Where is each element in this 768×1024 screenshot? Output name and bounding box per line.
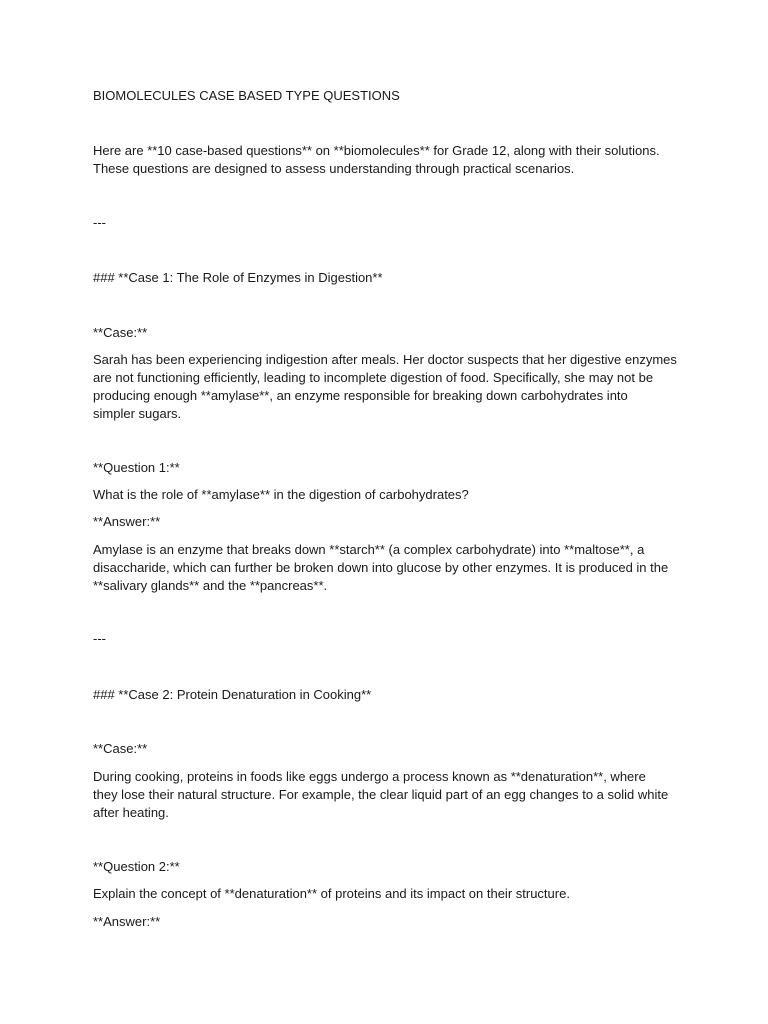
question-1-text: What is the role of **amylase** in the digestion of carbohydrates? xyxy=(93,487,469,502)
question-2-text: Explain the concept of **denaturation** of proteins and its impact on their structure. xyxy=(93,886,570,901)
question-1-label: **Question 1:** xyxy=(93,460,180,475)
question-2-label: **Question 2:** xyxy=(93,859,180,874)
case-1-text-line: simpler sugars. xyxy=(93,406,182,421)
case-1-text-line: Sarah has been experiencing indigestion after meals. Her doctor suspects that her digestive enzymes xyxy=(93,352,677,367)
case-2-case-label: **Case:** xyxy=(93,741,148,756)
case-1-heading: ### **Case 1: The Role of Enzymes in Digestion** xyxy=(93,270,383,285)
separator: --- xyxy=(93,631,106,646)
case-2-text-line: During cooking, proteins in foods like eggs undergo a process known as **denaturation**, where xyxy=(93,769,646,784)
answer-1-label: **Answer:** xyxy=(93,514,161,529)
answer-1-text-line: Amylase is an enzyme that breaks down **starch** (a complex carbohydrate) into **maltose**, a xyxy=(93,542,645,557)
case-2-heading: ### **Case 2: Protein Denaturation in Cooking** xyxy=(93,687,372,702)
case-1-text-line: producing enough **amylase**, an enzyme responsible for breaking down carbohydrates into xyxy=(93,388,628,403)
case-2-text-line: they lose their natural structure. For example, the clear liquid part of an egg changes to a solid white xyxy=(93,787,669,802)
answer-2-label: **Answer:** xyxy=(93,914,161,929)
document-title: BIOMOLECULES CASE BASED TYPE QUESTIONS xyxy=(93,88,400,103)
case-1-case-label: **Case:** xyxy=(93,325,148,340)
answer-1-text-line: disaccharide, which can further be broken down into glucose by other enzymes. It is produced in the xyxy=(93,560,669,575)
case-1-text-line: are not functioning efficiently, leading to incomplete digestion of food. Specifically, she may not be xyxy=(93,370,654,385)
intro-line-1: Here are **10 case-based questions** on **biomolecules** for Grade 12, along with their solutions. xyxy=(93,143,660,158)
case-2-text-line: after heating. xyxy=(93,805,169,820)
intro-line-2: These questions are designed to assess understanding through practical scenarios. xyxy=(93,161,575,176)
answer-1-text-line: **salivary glands** and the **pancreas**. xyxy=(93,578,328,593)
separator: --- xyxy=(93,215,106,230)
